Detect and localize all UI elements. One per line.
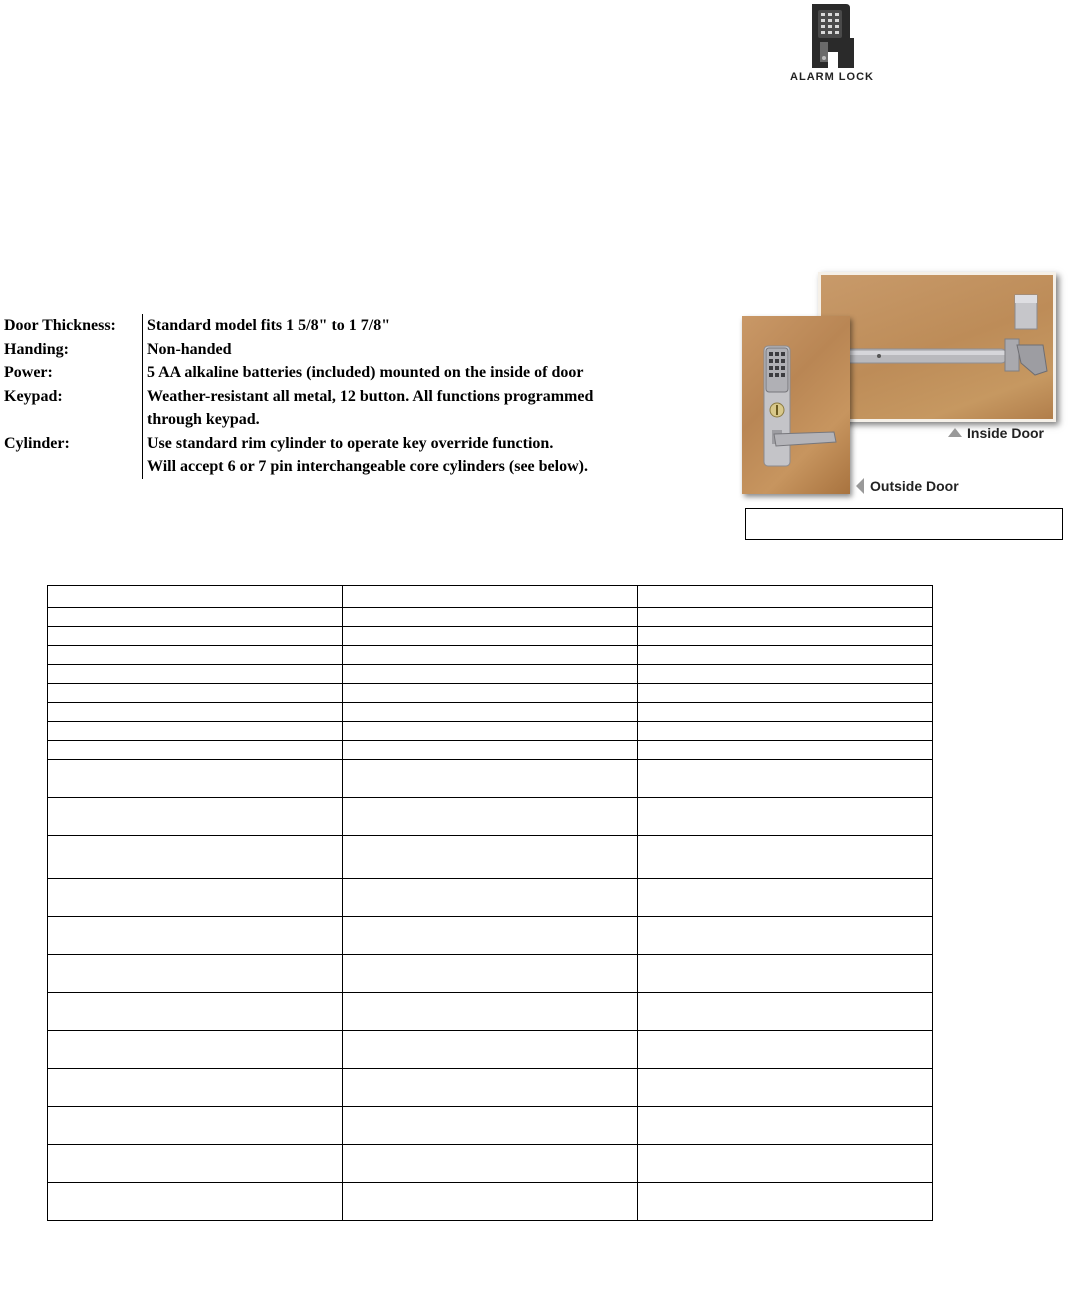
table-cell — [638, 722, 933, 741]
table-cell — [48, 586, 343, 608]
table-cell — [48, 879, 343, 917]
table-cell — [638, 665, 933, 684]
table-cell — [638, 917, 933, 955]
table-cell — [638, 836, 933, 879]
table-row — [48, 1107, 933, 1145]
table-cell — [48, 627, 343, 646]
spec-label: Power: — [4, 364, 53, 381]
spec-row — [4, 432, 704, 479]
table-row — [48, 1069, 933, 1107]
table-cell — [343, 836, 638, 879]
table-cell — [638, 684, 933, 703]
table-row — [48, 1031, 933, 1069]
table-row — [48, 760, 933, 798]
spec-value — [142, 385, 687, 432]
table-cell — [343, 1145, 638, 1183]
outside-door-caption: Outside Door — [856, 478, 959, 494]
table-cell — [343, 627, 638, 646]
table-row — [48, 684, 933, 703]
table-row — [48, 586, 933, 608]
table-cell — [638, 955, 933, 993]
table-cell — [638, 993, 933, 1031]
table-row — [48, 993, 933, 1031]
table-cell — [48, 917, 343, 955]
spec-row — [4, 314, 704, 338]
table-row — [48, 836, 933, 879]
table-cell — [638, 627, 933, 646]
brand-name: ALARM LOCK — [790, 71, 874, 83]
spec-value-line: Standard model fits 1 5/8" to 1 7/8" — [147, 317, 391, 334]
table-cell — [343, 760, 638, 798]
spec-value — [142, 361, 687, 385]
table-cell — [343, 1183, 638, 1221]
table-cell — [343, 798, 638, 836]
spec-label: Door Thickness: — [4, 317, 116, 334]
table-cell — [343, 879, 638, 917]
keypad-lock-logo-icon — [766, 2, 898, 72]
spec-row — [4, 385, 704, 432]
table-cell — [638, 608, 933, 627]
table-cell — [343, 955, 638, 993]
table-cell — [638, 879, 933, 917]
alarm-lock-logo — [766, 2, 898, 86]
table-row — [48, 917, 933, 955]
table-row — [48, 646, 933, 665]
specifications-list — [4, 314, 704, 479]
spec-value-line: Use standard rim cylinder to operate key override function. — [147, 434, 554, 452]
table-cell — [48, 836, 343, 879]
table-row — [48, 1183, 933, 1221]
table-cell — [638, 760, 933, 798]
table-cell — [343, 646, 638, 665]
spec-label: Handing: — [4, 340, 69, 358]
table-row — [48, 1145, 933, 1183]
table-row — [48, 955, 933, 993]
arrow-left-icon — [856, 478, 864, 494]
spec-row — [4, 361, 704, 385]
table-cell — [48, 760, 343, 798]
table-cell — [638, 1107, 933, 1145]
table-row — [48, 703, 933, 722]
spec-value-line: Will accept 6 or 7 pin interchangeable core cylinders (see below). — [147, 458, 588, 475]
table-cell — [48, 1183, 343, 1221]
model-table — [47, 585, 933, 1221]
photo-caption-box — [745, 508, 1063, 540]
table-row — [48, 741, 933, 760]
table-cell — [638, 1069, 933, 1107]
table-cell — [638, 1145, 933, 1183]
table-cell — [638, 586, 933, 608]
table-cell — [48, 703, 343, 722]
product-photo — [742, 270, 1060, 502]
table-cell — [48, 722, 343, 741]
table-cell — [638, 1031, 933, 1069]
spec-row — [4, 338, 704, 362]
table-cell — [48, 1031, 343, 1069]
table-cell — [343, 608, 638, 627]
table-cell — [343, 1107, 638, 1145]
table-cell — [48, 955, 343, 993]
table-cell — [638, 798, 933, 836]
table-cell — [48, 608, 343, 627]
spec-value — [142, 432, 687, 479]
table-cell — [48, 665, 343, 684]
inside-door-caption: Inside Door — [948, 425, 1044, 441]
table-cell — [48, 1069, 343, 1107]
table-cell — [343, 684, 638, 703]
spec-value-line: 5 AA alkaline batteries (included) mounted on the inside of door — [147, 364, 584, 381]
table-row — [48, 722, 933, 741]
table-cell — [48, 1145, 343, 1183]
spec-value — [142, 338, 687, 362]
table-cell — [48, 684, 343, 703]
spec-value-line: through keypad. — [147, 411, 260, 428]
table-cell — [343, 722, 638, 741]
table-cell — [343, 1031, 638, 1069]
table-cell — [638, 741, 933, 760]
table-cell — [343, 993, 638, 1031]
spec-value — [142, 314, 687, 338]
table-cell — [48, 993, 343, 1031]
table-cell — [343, 1069, 638, 1107]
spec-value-line: Non-handed — [147, 340, 232, 358]
spec-label: Cylinder: — [4, 434, 70, 452]
table-cell — [343, 917, 638, 955]
table-cell — [343, 665, 638, 684]
table-row — [48, 665, 933, 684]
table-cell — [48, 1107, 343, 1145]
spec-value-line: Weather-resistant all metal, 12 button. All functions programmed — [147, 387, 594, 405]
table-cell — [638, 703, 933, 722]
table-cell — [343, 586, 638, 608]
inside-door-photo — [818, 272, 1056, 422]
outside-door-photo — [742, 316, 850, 494]
table-cell — [638, 646, 933, 665]
table-row — [48, 798, 933, 836]
table-row — [48, 608, 933, 627]
table-cell — [343, 703, 638, 722]
table-cell — [343, 741, 638, 760]
table-cell — [48, 798, 343, 836]
table-cell — [638, 1183, 933, 1221]
table-cell — [48, 741, 343, 760]
table-cell — [48, 646, 343, 665]
table-row — [48, 627, 933, 646]
spec-label: Keypad: — [4, 387, 63, 405]
table-row — [48, 879, 933, 917]
arrow-up-icon — [948, 428, 962, 437]
